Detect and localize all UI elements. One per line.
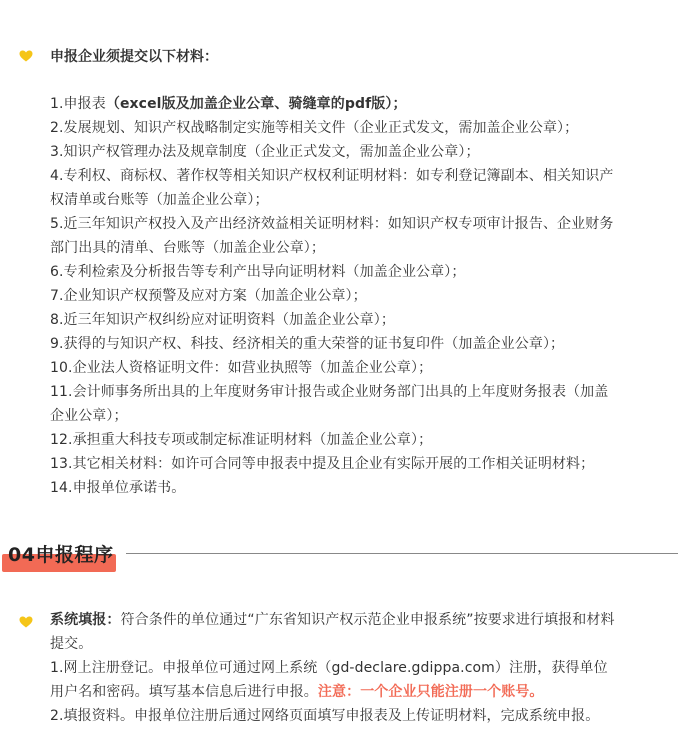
list-item: 11.会计师事务所出具的上年度财务审计报告或企业财务部门出具的上年度财务报表（加盖 <box>50 384 609 400</box>
list-item: 部门出具的清单、台账等（加盖企业公章）； <box>50 240 325 256</box>
list-item: 1.申报表（excel版及加盖企业公章、骑缝章的pdf版）； <box>50 96 407 112</box>
list-item: 企业公章）； <box>50 408 128 424</box>
materials-heading: 申报企业须提交以下材料： <box>50 49 218 65</box>
list-item: 2.发展规划、知识产权战略制定实施等相关文件（企业正式发文，需加盖企业公章）； <box>50 120 579 136</box>
list-item: 6.专利检索及分析报告等专利产出导向证明材料（加盖企业公章）； <box>50 264 466 280</box>
heart-icon <box>19 50 33 62</box>
registration-note: 注意：一个企业只能注册一个账号。 <box>317 684 544 700</box>
list-item: 7.企业知识产权预警及应对方案（加盖企业公章）； <box>50 288 367 304</box>
list-item: 3.知识产权管理办法及规章制度（企业正式发文，需加盖企业公章）； <box>50 144 480 160</box>
list-item: 5.近三年知识产权投入及产出经济效益相关证明材料：如知识产权专项审计报告、企业财务 <box>50 216 614 232</box>
list-item: 12.承担重大科技专项或制定标准证明材料（加盖企业公章）； <box>50 432 433 448</box>
section-title: 04申报程序 <box>8 544 114 566</box>
list-item: 4.专利权、商标权、著作权等相关知识产权权利证明材料：如专利登记簿副本、相关知识产 <box>50 168 614 184</box>
procedure-intro-cont: 提交。 <box>50 636 93 652</box>
list-item: 10.企业法人资格证明文件：如营业执照等（加盖企业公章）； <box>50 360 433 376</box>
heart-icon <box>19 616 33 628</box>
list-item: 8.近三年知识产权纠纷应对证明资料（加盖企业公章）； <box>50 312 395 328</box>
list-item: 14.申报单位承诺书。 <box>50 480 186 496</box>
section-divider <box>126 553 678 554</box>
list-item: 权清单或台账等（加盖企业公章）； <box>50 192 269 208</box>
procedure-step-1: 1.网上注册登记。申报单位可通过网上系统（gd-declare.gdippa.com）注册，获得单位 <box>50 660 608 676</box>
procedure-intro: 系统填报：符合条件的单位通过“广东省知识产权示范企业申报系统”按要求进行填报和材料 <box>50 612 615 628</box>
list-item: 13.其它相关材料：如许可合同等申报表中提及且企业有实际开展的工作相关证明材料； <box>50 456 595 472</box>
list-item: 9.获得的与知识产权、科技、经济相关的重大荣誉的证书复印件（加盖企业公章）； <box>50 336 565 352</box>
procedure-step-2: 2.填报资料。申报单位注册后通过网络页面填写申报表及上传证明材料，完成系统申报。 <box>50 708 600 724</box>
procedure-step-1-cont: 用户名和密码。填写基本信息后进行申报。注意：一个企业只能注册一个账号。 <box>50 684 544 700</box>
